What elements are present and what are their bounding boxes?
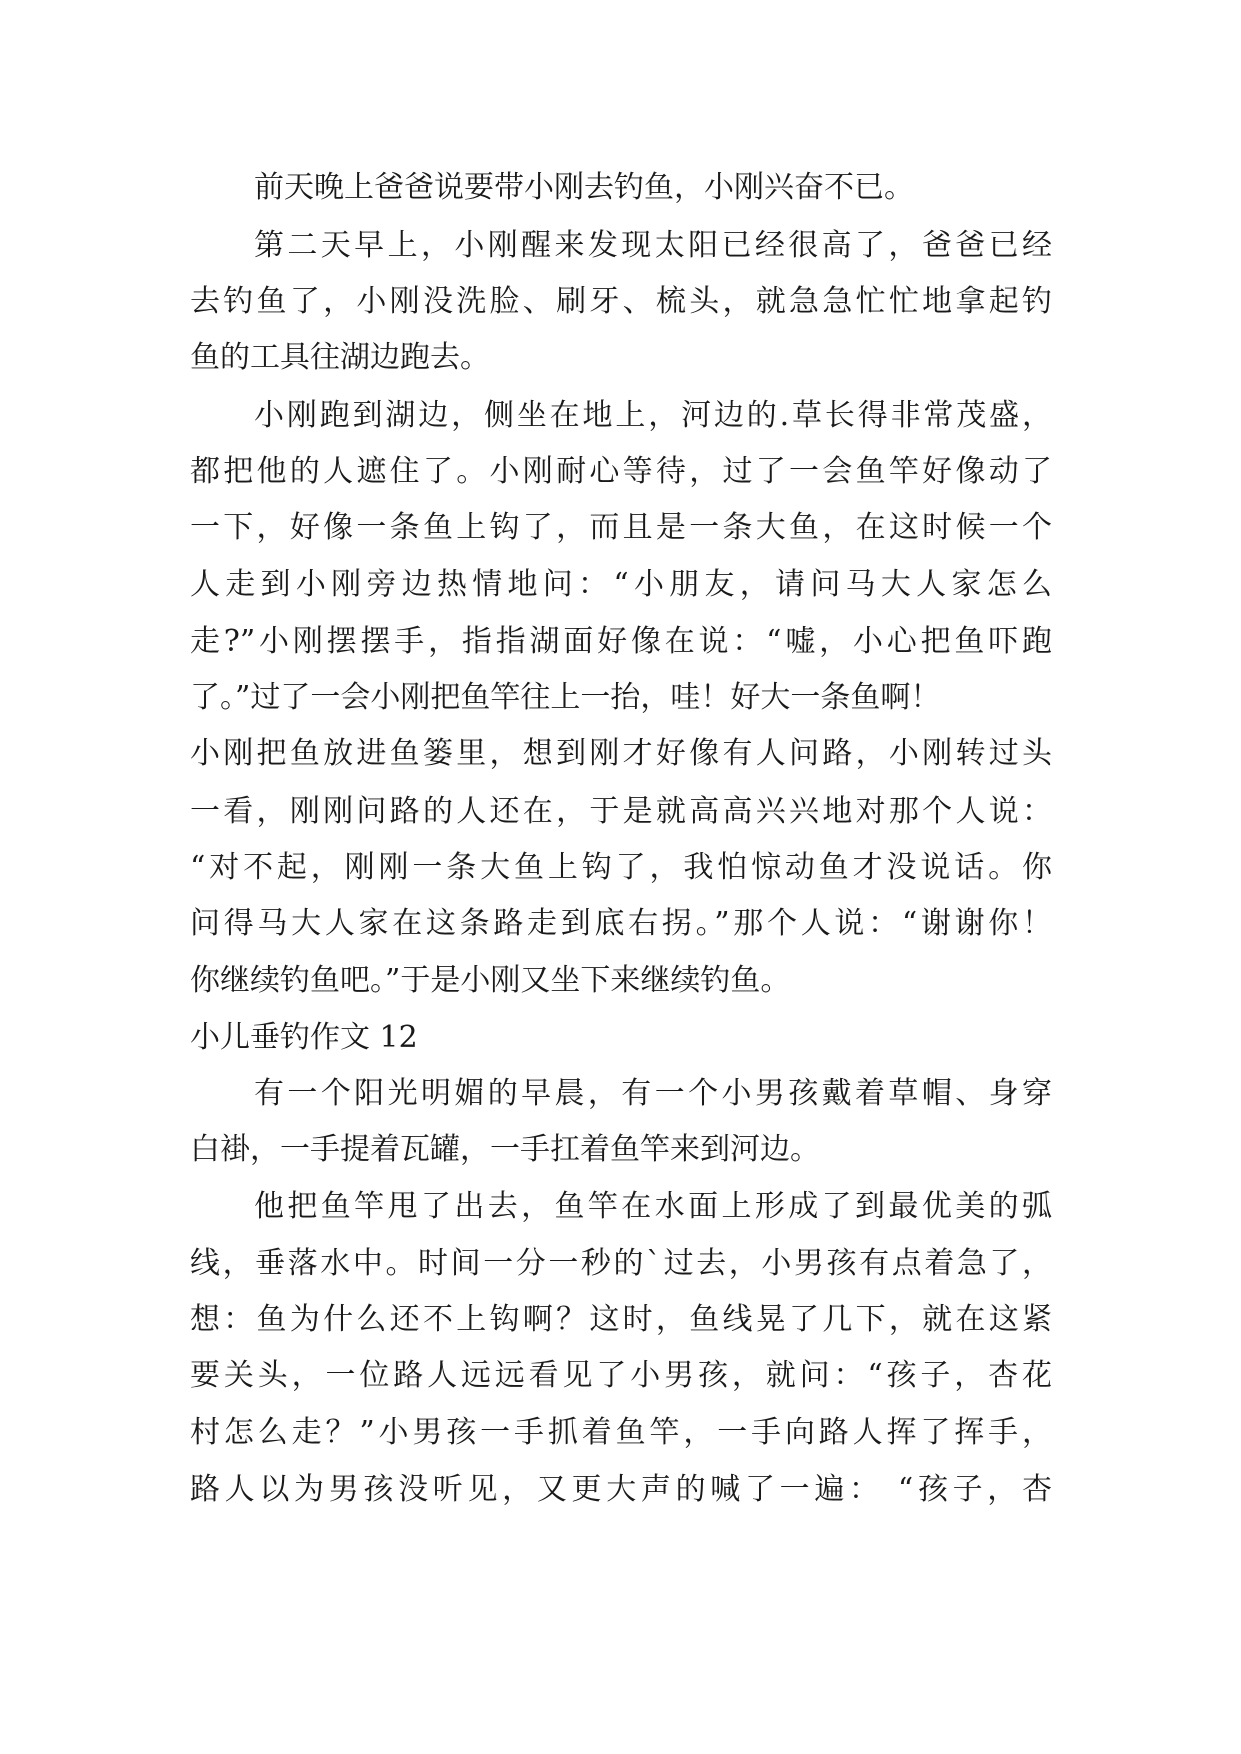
text-line: 人走到小刚旁边热情地问：“小朋友，请问马大人家怎么 [190, 567, 1052, 602]
text-line: 线，垂落水中。时间一分一秒的`过去，小男孩有点着急了， [190, 1246, 1052, 1281]
text-line: 走?”小刚摆摆手，指指湖面好像在说：“嘘，小心把鱼吓跑 [190, 624, 1052, 659]
section-heading: 小儿垂钓作文 12 [190, 1020, 418, 1055]
text-line: 你继续钓鱼吧。”于是小刚又坐下来继续钓鱼。 [190, 963, 791, 998]
text-line: 有一个阳光明媚的早晨，有一个小男孩戴着草帽、身穿 [254, 1076, 1052, 1111]
text-line: 路人以为男孩没听见，又更大声的喊了一遍： “孩子，杏 [190, 1472, 1052, 1507]
text-line: “对不起，刚刚一条大鱼上钩了，我怕惊动鱼才没说话。你 [190, 850, 1052, 885]
text-line: 要关头，一位路人远远看见了小男孩，就问：“孩子，杏花 [190, 1358, 1052, 1393]
text-line: 第二天早上，小刚醒来发现太阳已经很高了，爸爸已经 [254, 228, 1052, 263]
text-line: 想：鱼为什么还不上钩啊？这时，鱼线晃了几下，就在这紧 [190, 1302, 1052, 1337]
text-line: 都把他的人遮住了。小刚耐心等待，过了一会鱼竿好像动了 [190, 454, 1052, 489]
text-line: 小刚跑到湖边，侧坐在地上，河边的.草长得非常茂盛， [254, 398, 1052, 433]
text-line: 一下，好像一条鱼上钩了，而且是一条大鱼，在这时候一个 [190, 510, 1052, 545]
text-line: 去钓鱼了，小刚没洗脸、刷牙、梳头，就急急忙忙地拿起钓 [190, 284, 1052, 319]
text-line: 村怎么走？”小男孩一手抓着鱼竿，一手向路人挥了挥手， [190, 1415, 1052, 1450]
text-line: 一看，刚刚问路的人还在，于是就高高兴兴地对那个人说： [190, 794, 1052, 829]
text-line: 小刚把鱼放进鱼篓里，想到刚才好像有人问路，小刚转过头 [190, 736, 1052, 771]
text-line: 鱼的工具往湖边跑去。 [190, 340, 490, 375]
text-line: 他把鱼竿甩了出去，鱼竿在水面上形成了到最优美的弧 [254, 1189, 1052, 1224]
text-line: 前天晚上爸爸说要带小刚去钓鱼，小刚兴奋不已。 [254, 170, 914, 205]
text-line: 了。”过了一会小刚把鱼竿往上一抬，哇！好大一条鱼啊！ [190, 680, 941, 715]
text-line: 白褂，一手提着瓦罐，一手扛着鱼竿来到河边。 [190, 1132, 820, 1167]
text-line: 问得马大人家在这条路走到底右拐。”那个人说：“谢谢你！ [190, 906, 1052, 941]
